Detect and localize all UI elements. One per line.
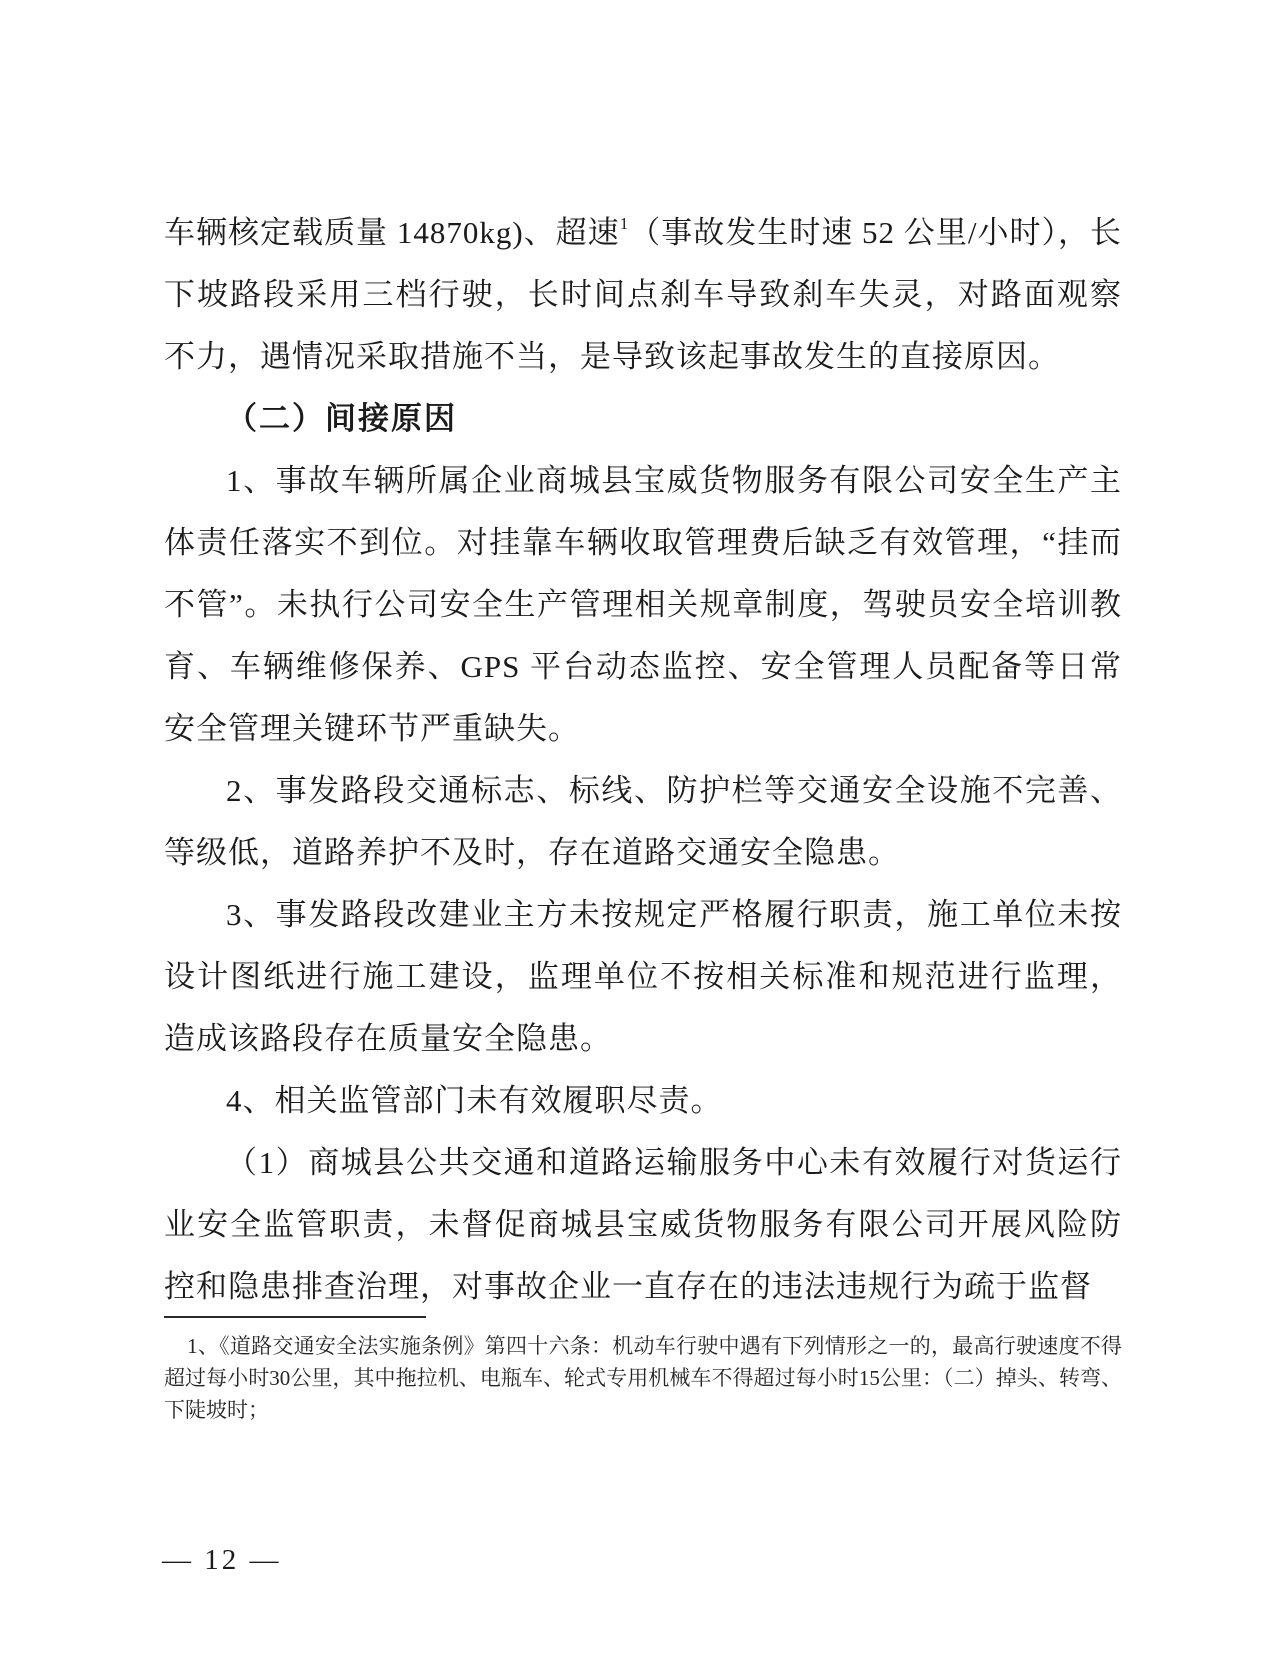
section-heading-indirect-causes: （二）间接原因: [226, 401, 457, 436]
paragraph-indirect-cause-3: 3、事发路段改建业主方未按规定严格履行职责，施工单位未按设计图纸进行施工建设，监理单位不按相关标准和规范进行监理，造成该路段存在质量安全隐患。: [164, 897, 1122, 1056]
paragraph-direct-cause: [164, 202, 1122, 388]
footnote-area: [164, 1316, 1122, 1426]
paragraph-indirect-cause-1: 1、事故车辆所属企业商城县宝威货物服务有限公司安全生产主体责任落实不到位。对挂靠车辆收取管理费后缺乏有效管理，“挂而不管”。未执行公司安全生产管理相关规章制度，驾驶员安全培训教育、车辆维修保养、GPS 平台动态监控、安全管理人员配备等日常安全管理关键环节严重缺失。: [164, 463, 1122, 746]
footnote-reference-marker: 1: [619, 214, 630, 233]
footnote-text: 1、《道路交通安全法实施条例》第四十六条：机动车行驶中遇有下列情形之一的，最高行驶速度不得超过每小时30公里，其中拖拉机、电瓶车、轮式专用机械车不得超过每小时15公里：（二）掉头、转弯、下陡坡时；: [164, 1334, 1122, 1422]
direct-cause-text-before-ref: 车辆核定载质量 14870kg)、超速: [164, 215, 620, 250]
footnote-separator: [164, 1316, 426, 1318]
paragraph-indirect-cause-2: 2、事发路段交通标志、标线、防护栏等交通安全设施不完善、等级低，道路养护不及时，存在道路交通安全隐患。: [164, 773, 1122, 870]
direct-cause-text-after-ref: （事故发生时速 52 公里/小时），长下坡路段采用三档行驶，长时间点刹车导致刹车失灵，对路面观察不力，遇情况采取措施不当，是导致该起事故发生的直接原因。: [164, 215, 1122, 374]
page-number: — 12 —: [162, 1544, 282, 1576]
paragraph-indirect-cause-4: 4、相关监管部门未有效履职尽责。: [226, 1083, 723, 1118]
document-body: [164, 202, 1122, 1318]
paragraph-indirect-cause-4-sub1: （1）商城县公共交通和道路运输服务中心未有效履行对货运行业安全监管职责，未督促商城县宝威货物服务有限公司开展风险防控和隐患排查治理，对事故企业一直存在的违法违规行为疏于监督: [164, 1145, 1122, 1304]
